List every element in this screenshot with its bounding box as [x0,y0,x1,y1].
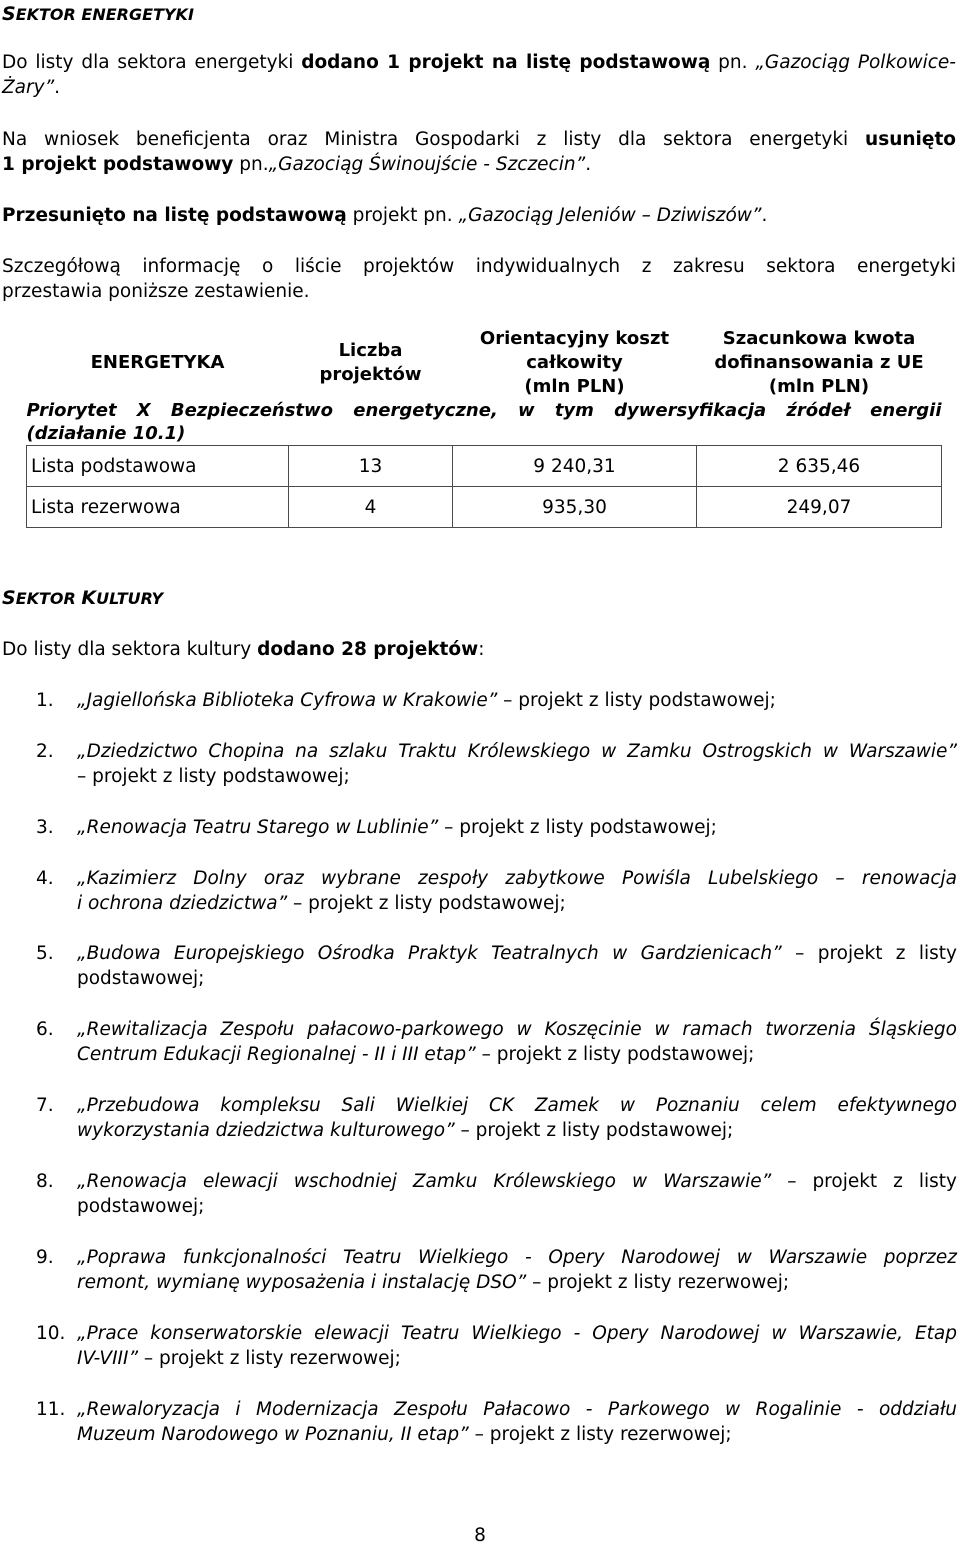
list-item-number: 2. [36,741,54,762]
table-priority-row [27,399,942,446]
list-item-title: „Rewitalizacja Zespołu pałacowo-parkowego w Koszęcinie w ramach tworzenia Śląskiego [77,1019,957,1040]
list-item-title: „Prace konserwatorskie elewacji Teatru Wielkiego - Opery Narodowej w Warszawie, Etap [77,1323,957,1344]
energy-p1-mid: pn. [710,52,756,73]
list-item-number: 5. [36,943,54,964]
list-item-title-b: i ochrona dziedzictwa” [77,893,288,914]
list-item-suffix: – projekt z listy podstawowej; [497,690,776,711]
list-item-suffix-b: podstawowej; [77,1196,205,1217]
energy-p1-end: . [54,77,61,98]
row-eu: 249,07 [697,487,942,528]
energy-section-title [2,2,194,27]
list-item-number: 9. [36,1247,54,1268]
header-kwota-b: dofinansowania z UE [714,351,924,373]
header-energetyka [27,326,289,399]
list-item-title: „Rewaloryzacja i Modernizacja Zespołu Pałacowo - Parkowego w Rogalinie - oddziału [77,1399,957,1420]
page-number: 8 [474,1525,486,1546]
list-item-title: „Renowacja elewacji wschodniej Zamku Królewskiego w Warszawie” [77,1171,772,1192]
list-item-suffix: – projekt z listy [771,1171,957,1192]
list-item-title: „Budowa Europejskiego Ośrodka Praktyk Teatralnych w Gardzienicach” [77,943,782,964]
row-count: 13 [289,446,453,487]
energy-p3-mid: projekt pn. [346,205,459,226]
list-item-title: „Przebudowa kompleksu Sali Wielkiej CK Zamek w Poznaniu celem efektywnego [77,1095,957,1116]
energy-p2-mid: pn. [233,154,269,175]
energy-p2-bold-b: 1 projekt podstawowy [2,154,234,175]
culture-intro-bold: dodano 28 projektów [257,639,479,660]
header-koszt-c: (mln PLN) [524,375,625,397]
energy-title-rest: EKTOR ENERGETYKI [15,5,194,24]
energy-p4-line-a: Szczegółową informację o liście projektów indywidualnych z zakresu sektora energetyki [2,256,956,277]
energy-p1-italic-b: Żary” [2,77,55,98]
culture-intro-text: Do listy dla sektora kultury [2,639,258,660]
energy-p3-bold: Przesunięto na listę podstawową [2,205,347,226]
list-item-title: „Renowacja Teatru Starego w Lublinie” [77,817,439,838]
row-label: Lista rezerwowa [27,487,289,528]
list-item-suffix: – projekt z listy rezerwowej; [526,1272,790,1293]
table-header-row [27,326,942,399]
list-item-suffix: – projekt z listy [781,943,957,964]
list-item-number: 11. [36,1399,66,1420]
culture-title-rest-1: EKTOR [15,589,82,608]
culture-intro [2,637,956,662]
list-item-number: 7. [36,1095,54,1116]
list-item-suffix: – projekt z listy rezerwowej; [468,1424,732,1445]
list-item-number: 8. [36,1171,54,1192]
header-koszt [453,326,697,399]
list-item-title: „Dziedzictwo Chopina na szlaku Traktu Królewskiego w Zamku Ostrogskich w Warszawie” [77,741,957,762]
energy-p1-text: Do listy dla sektora energetyki [2,52,302,73]
energy-p1-italic: „Gazociąg Polkowice- [755,52,956,73]
header-energetyka-text: ENERGETYKA [90,351,225,373]
row-cost: 935,30 [453,487,697,528]
list-item-suffix: – projekt z listy podstawowej; [77,766,350,787]
row-label: Lista podstawowa [27,446,289,487]
header-liczba-b: projektów [319,363,422,385]
energy-p4-line-b: przestawia poniższe zestawienie. [2,281,310,302]
list-item-title-b: remont, wymianę wyposażenia i instalację DSO” [77,1272,527,1293]
table-row [27,487,942,528]
list-item-title: „Kazimierz Dolny oraz wybrane zespoły zabytkowe Powiśla Lubelskiego – renowacja [77,868,957,889]
list-item-suffix: – projekt z listy rezerwowej; [138,1348,401,1369]
header-koszt-a: Orientacyjny koszt [479,327,670,349]
priority-line-a: Priorytet X Bezpieczeństwo energetyczne, w tym dywersyfikacja źródeł energii [26,400,942,421]
energy-summary-table [26,326,942,528]
row-cost: 9 240,31 [453,446,697,487]
list-item-title-b: Centrum Edukacji Regionalnej - II i III etap” [77,1044,476,1065]
list-item-title-b: IV-VIII” [77,1348,139,1369]
energy-paragraph-added [2,50,956,100]
list-item-number: 1. [36,690,54,711]
list-item-number: 10. [36,1323,66,1344]
row-count: 4 [289,487,453,528]
culture-title-cap-1: S [2,587,16,609]
list-item-suffix: – projekt z listy podstawowej; [287,893,566,914]
energy-p3-italic: „Gazociąg Jeleniów – Dziwiszów” [458,205,762,226]
list-item-title: „Jagiellońska Biblioteka Cyfrowa w Krakowie” [77,690,498,711]
table-row [27,446,942,487]
header-kwota-a: Szacunkowa kwota [722,327,916,349]
energy-paragraph-details [2,254,956,304]
list-item-suffix: – projekt z listy podstawowej; [475,1044,755,1065]
list-item-suffix: – projekt z listy podstawowej; [438,817,717,838]
list-item-title-b: wykorzystania dziedzictwa kulturowego” [77,1120,455,1141]
list-item-suffix-b: podstawowej; [77,968,205,989]
energy-paragraph-removed [2,127,956,177]
energy-p2-text: Na wniosek beneficjenta oraz Ministra Gospodarki z listy dla sektora energetyki [2,129,866,150]
energy-title-cap: S [2,3,16,25]
priority-line-b: (działanie 10.1) [26,423,186,444]
energy-p1-bold: dodano 1 projekt na listę podstawową [301,52,711,73]
energy-paragraph-moved [2,203,956,228]
list-item-title: „Poprawa funkcjonalności Teatru Wielkiego - Opery Narodowej w Warszawie poprzez [77,1247,957,1268]
header-koszt-b: całkowity [526,351,623,373]
header-kwota [697,326,942,399]
culture-title-cap-2: K [81,587,97,609]
list-item-suffix: – projekt z listy podstawowej; [454,1120,734,1141]
culture-title-rest-2: ULTURY [96,589,164,608]
culture-section-title [2,586,163,611]
row-eu: 2 635,46 [697,446,942,487]
header-liczba-a: Liczba [338,339,403,361]
energy-p2-bold-a: usunięto [865,129,956,150]
energy-p2-end: . [585,154,592,175]
list-item-number: 6. [36,1019,54,1040]
culture-intro-end: : [478,639,485,660]
list-item-number: 3. [36,817,54,838]
header-liczba [289,326,453,399]
header-kwota-c: (mln PLN) [768,375,870,397]
energy-p3-end: . [761,205,768,226]
list-item-number: 4. [36,868,54,889]
list-item-title-b: Muzeum Narodowego w Poznaniu, II etap” [77,1424,469,1445]
priority-cell [27,399,942,446]
energy-p2-italic: „Gazociąg Świnoujście - Szczecin” [268,154,586,175]
